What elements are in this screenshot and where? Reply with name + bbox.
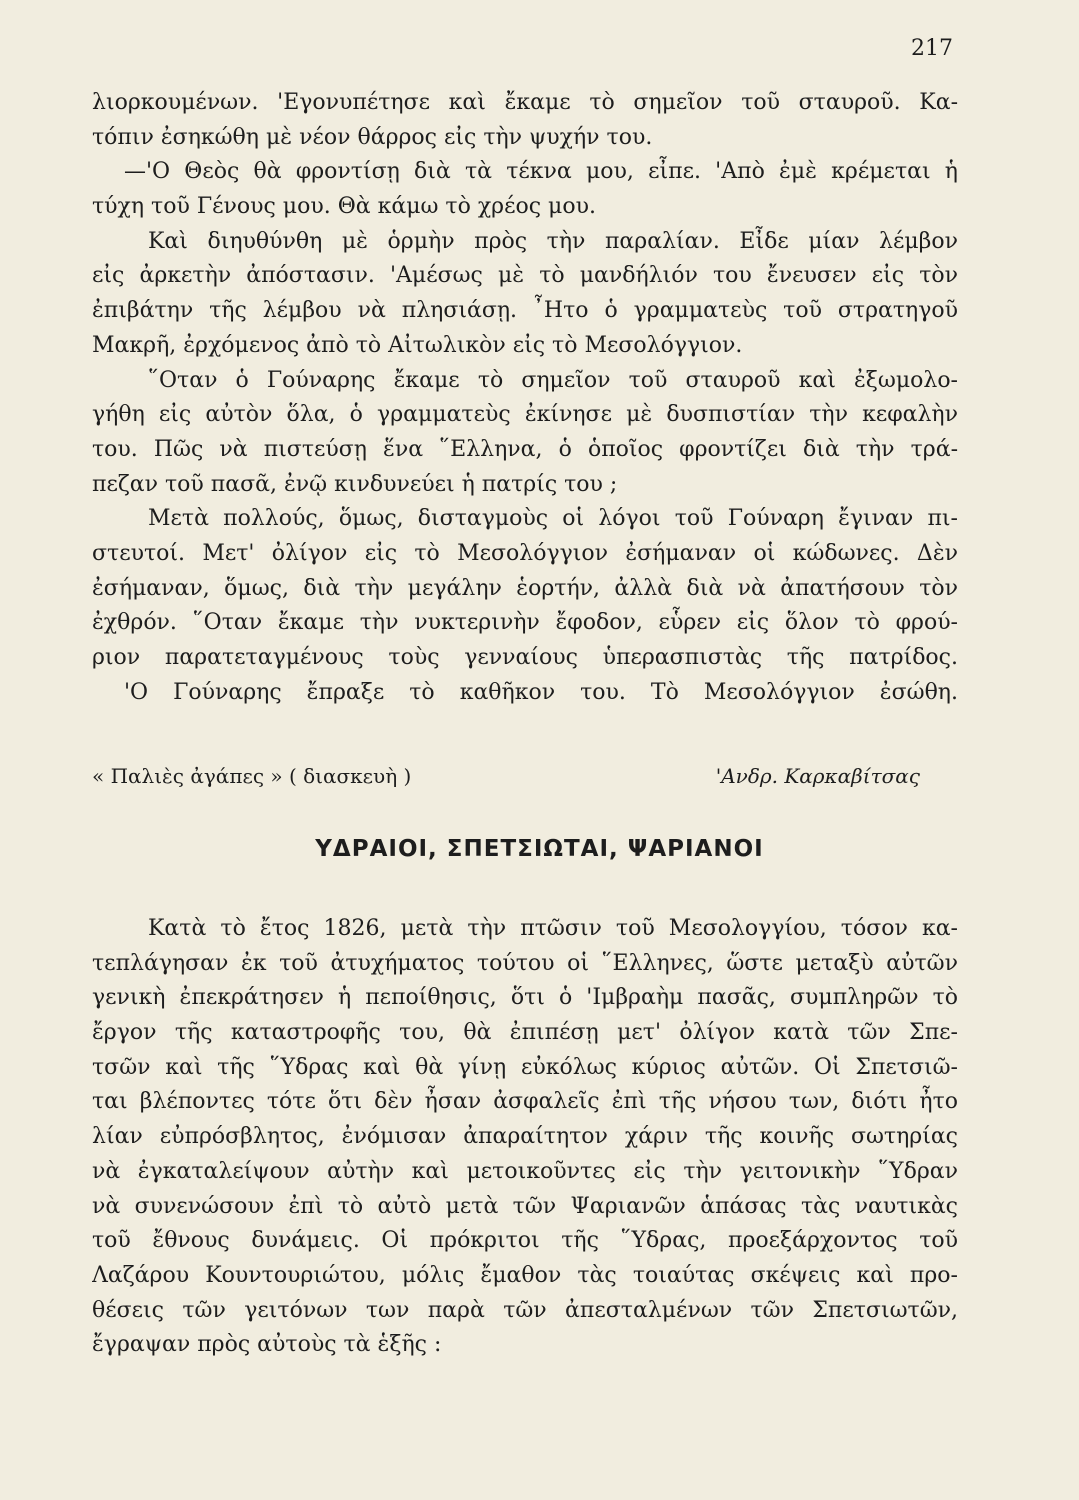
section-text (92, 912, 958, 1363)
text-line: ται βλέποντες τότε ὅτι δὲν ἦσαν ἀσφαλεῖς ἐπὶ τῆς νήσου των, διότι ἦτο (92, 1089, 958, 1115)
text-line: τσῶν καὶ τῆς ῞Υδρας καὶ θὰ γίνῃ εὐκόλως κύριος αὐτῶν. Οἱ Σπετσιῶ- (92, 1054, 958, 1080)
text-line: ἐσήμαναν, ὅμως, διὰ τὴν μεγάλην ἑορτήν, ἀλλὰ διὰ νὰ ἀπατήσουν τὸν (92, 575, 958, 601)
text-line: τύχη τοῦ Γένους μου. Θὰ κάμω τὸ χρέος μου. (92, 194, 596, 220)
text-line: Μακρῆ, ἐρχόμενος ἀπὸ τὸ Αἰτωλικὸν εἰς τὸ Μεσολόγγιον. (92, 332, 743, 358)
text-line: θέσεις τῶν γειτόνων των παρὰ τῶν ἀπεσταλμένων τῶν Σπετσιωτῶν, (92, 1297, 958, 1323)
text-line: 'Ο Γούναρης ἔπραξε τὸ καθῆκον του. Τὸ Μεσολόγγιον ἐσώθη. (124, 679, 958, 705)
text-line: λιορκουμένων. 'Εγονυπέτησε καὶ ἔκαμε τὸ σημεῖον τοῦ σταυροῦ. Κα- (92, 90, 958, 115)
text-line: τόπιν ἐσηκώθη μὲ νέον θάρρος εἰς τὴν ψυχήν του. (92, 124, 653, 150)
text-line: ἔγραψαν πρὸς αὐτοὺς τὰ ἑξῆς : (92, 1332, 442, 1358)
text-line: πεζαν τοῦ πασᾶ, ἐνῷ κινδυνεύει ἡ πατρίς του ; (92, 471, 618, 497)
text-line: νὰ ἐγκαταλείψουν αὐτὴν καὶ μετοικοῦντες εἰς τὴν γειτονικὴν ῞Υδραν (92, 1158, 958, 1184)
text-line: νὰ συνενώσουν ἐπὶ τὸ αὐτὸ μετὰ τῶν Ψαριανῶν ἁπάσας τὰς ναυτικὰς (92, 1193, 958, 1219)
page-number: 217 (911, 36, 953, 61)
text-line: τεπλάγησαν ἐκ τοῦ ἀτυχήματος τούτου οἱ ῞Ελληνες, ὥστε μεταξὺ αὐτῶν (92, 950, 958, 976)
text-line: Λαζάρου Κουντουριώτου, μόλις ἔμαθον τὰς τοιαύτας σκέψεις καὶ προ- (92, 1262, 958, 1288)
text-line: ἔργον τῆς καταστροφῆς του, θὰ ἐπιπέσῃ μετ' ὀλίγον κατὰ τῶν Σπε- (92, 1020, 958, 1046)
text-line: ἐχθρόν. ῞Οταν ἔκαμε τὴν νυκτερινὴν ἔφοδον, εὗρεν εἰς ὅλον τὸ φρού- (92, 610, 958, 636)
section-heading: ΥΔΡΑΙΟΙ, ΣΠΕΤΣΙΩΤΑΙ, ΨΑΡΙΑΝΟΙ (315, 836, 764, 862)
source-title: « Παλιὲς ἀγάπες » ( διασκευὴ ) (92, 764, 412, 788)
text-line: λίαν εὐπρόσβλητος, ἐνόμισαν ἀπαραίτητον χάριν τῆς κοινῆς σωτηρίας (92, 1124, 958, 1150)
text-line: του. Πῶς νὰ πιστεύσῃ ἕνα ῞Ελληνα, ὁ ὁποῖος φροντίζει διὰ τὴν τρά- (92, 436, 958, 462)
text-line: ριον παρατεταγμένους τοὺς γενναίους ὑπερασπιστὰς τῆς πατρίδος. (92, 645, 958, 670)
text-line: ῞Οταν ὁ Γούναρης ἔκαμε τὸ σημεῖον τοῦ σταυροῦ καὶ ἐξωμολο- (148, 367, 958, 393)
text-line: εἰς ἀρκετὴν ἀπόστασιν. 'Αμέσως μὲ τὸ μανδήλιόν του ἔνευσεν εἰς τὸν (92, 263, 958, 289)
text-line: ἐπιβάτην τῆς λέμβου νὰ πλησιάσῃ. ῏Ητο ὁ γραμματεὺς τοῦ στρατηγοῦ (92, 298, 958, 324)
author-name: 'Ανδρ. Καρκαβίτσας (715, 764, 920, 788)
text-line: Κατὰ τὸ ἔτος 1826, μετὰ τὴν πτῶσιν τοῦ Μεσολογγίου, τόσον κα- (148, 916, 958, 941)
story-text (92, 86, 958, 710)
text-line: —'Ο Θεὸς θὰ φροντίσῃ διὰ τὰ τέκνα μου, εἶπε. 'Απὸ ἐμὲ κρέμεται ἡ (124, 159, 958, 185)
text-line: γήθη εἰς αὐτὸν ὅλα, ὁ γραμματεὺς ἐκίνησε μὲ δυσπιστίαν τὴν κεφαλὴν (92, 402, 958, 428)
text-line: στευτοί. Μετ' ὀλίγον εἰς τὸ Μεσολόγγιον ἐσήμαναν οἱ κώδωνες. Δὲν (92, 540, 958, 566)
text-line: Μετὰ πολλούς, ὅμως, δισταγμοὺς οἱ λόγοι τοῦ Γούναρη ἔγιναν πι- (148, 506, 958, 532)
text-line: γενικὴ ἐπεκράτησεν ἡ πεποίθησις, ὅτι ὁ 'Ιμβραὴμ πασᾶς, συμπληρῶν τὸ (92, 985, 958, 1011)
source-citation (92, 764, 920, 788)
text-line: τοῦ ἔθνους δυνάμεις. Οἱ πρόκριτοι τῆς ῞Υδρας, προεξάρχοντος τοῦ (92, 1228, 958, 1254)
text-line: Καὶ διηυθύνθη μὲ ὁρμὴν πρὸς τὴν παραλίαν. Εἶδε μίαν λέμβον (148, 228, 958, 254)
